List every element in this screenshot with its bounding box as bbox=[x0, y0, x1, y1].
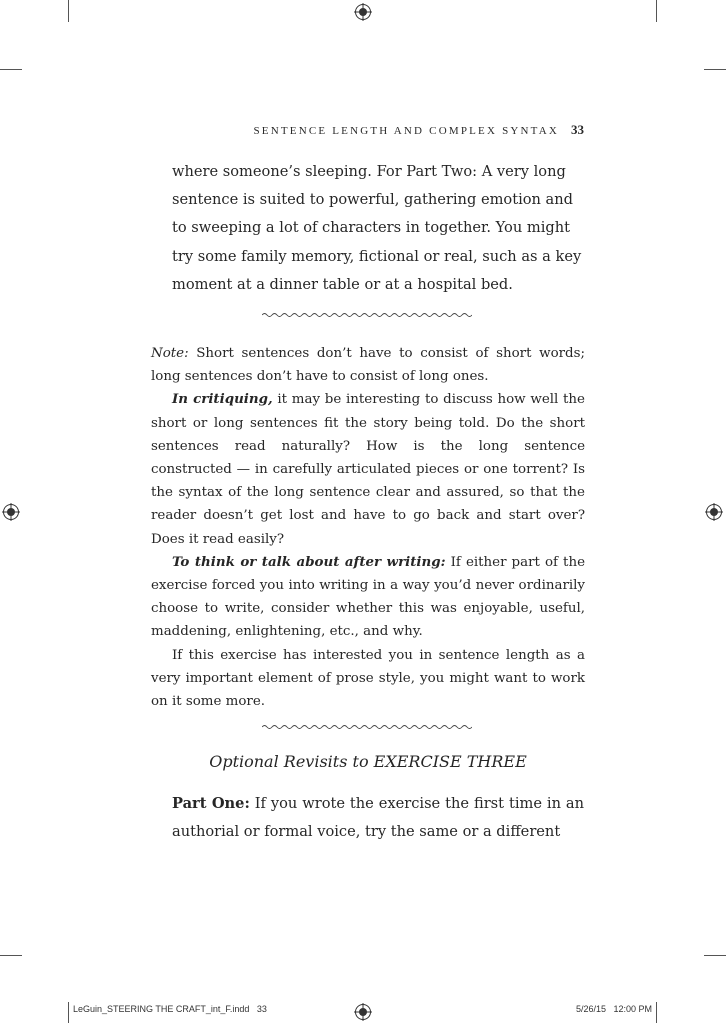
note-text: Short sentences don’t have to consist of short words; long sentences don’t have to consist of long ones. bbox=[151, 346, 585, 385]
after-writing-paragraph bbox=[151, 551, 585, 644]
registration-mark-left-icon bbox=[2, 503, 20, 521]
crop-mark-bottom-left bbox=[68, 1002, 69, 1023]
crop-mark-right-top bbox=[704, 69, 726, 70]
crop-mark-left-top bbox=[0, 69, 22, 70]
slug-datetime: 5/26/15 12:00 PM bbox=[576, 1004, 653, 1014]
body-text-block bbox=[151, 342, 585, 713]
crop-mark-left-bottom bbox=[0, 955, 22, 956]
crop-mark-top-right bbox=[656, 0, 657, 22]
crop-mark-right-bottom bbox=[704, 955, 726, 956]
squiggle-divider-2-icon bbox=[262, 723, 472, 731]
page-number: 33 bbox=[571, 122, 584, 137]
crop-mark-bottom-right bbox=[656, 1002, 657, 1023]
note-paragraph bbox=[151, 342, 585, 388]
section-title: Optional Revisits to EXERCISE THREE bbox=[209, 752, 527, 771]
after-writing-label: To think or talk about after writing: bbox=[172, 553, 446, 570]
running-head bbox=[150, 122, 584, 138]
critiquing-label: In critiquing, bbox=[172, 391, 273, 408]
critiquing-paragraph bbox=[151, 388, 585, 550]
part-one-paragraph bbox=[172, 790, 584, 847]
squiggle-divider-icon bbox=[262, 311, 472, 319]
slug-file-name: LeGuin_STEERING THE CRAFT_int_F.indd 33 bbox=[73, 1004, 267, 1014]
running-head-title: SENTENCE LENGTH AND COMPLEX SYNTAX bbox=[253, 125, 559, 137]
note-label: Note: bbox=[151, 346, 189, 361]
crop-mark-top-left bbox=[68, 0, 69, 22]
part-one-text: If you wrote the exercise the first time in an authorial or formal voice, try the same or a different bbox=[172, 795, 584, 841]
registration-mark-bottom-icon bbox=[354, 1003, 372, 1021]
registration-mark-top-icon bbox=[354, 3, 372, 21]
part-one-label: Part One: bbox=[172, 795, 250, 812]
critiquing-text: it may be interesting to discuss how well the short or long sentences fit the story being told. Do the short sentences read naturally? How is the long sentence constructed — in carefully articulated pieces or one torrent? Is the syntax of the long sentence clear and assured, so that the reader doesn’t get lost and have to go back and start over? Does it read easily? bbox=[151, 392, 585, 547]
after-writing-text: If either part of the exercise forced you into writing in a way you’d never ordinarily choose to write, consider whether this was enjoyable, useful, maddening, enlightening, etc., and why. bbox=[151, 554, 585, 640]
interest-paragraph: If this exercise has interested you in sentence length as a very important element of prose style, you might want to work on it some more. bbox=[151, 647, 585, 710]
paragraph-top: where someone’s sleeping. For Part Two: A very long sentence is suited to powerful, gathering emotion and to sweeping a lot of characters in together. You might try some family memory, fictional or real, such as a key moment at a dinner table or at a hospital bed. bbox=[172, 163, 582, 293]
registration-mark-right-icon bbox=[705, 503, 723, 521]
